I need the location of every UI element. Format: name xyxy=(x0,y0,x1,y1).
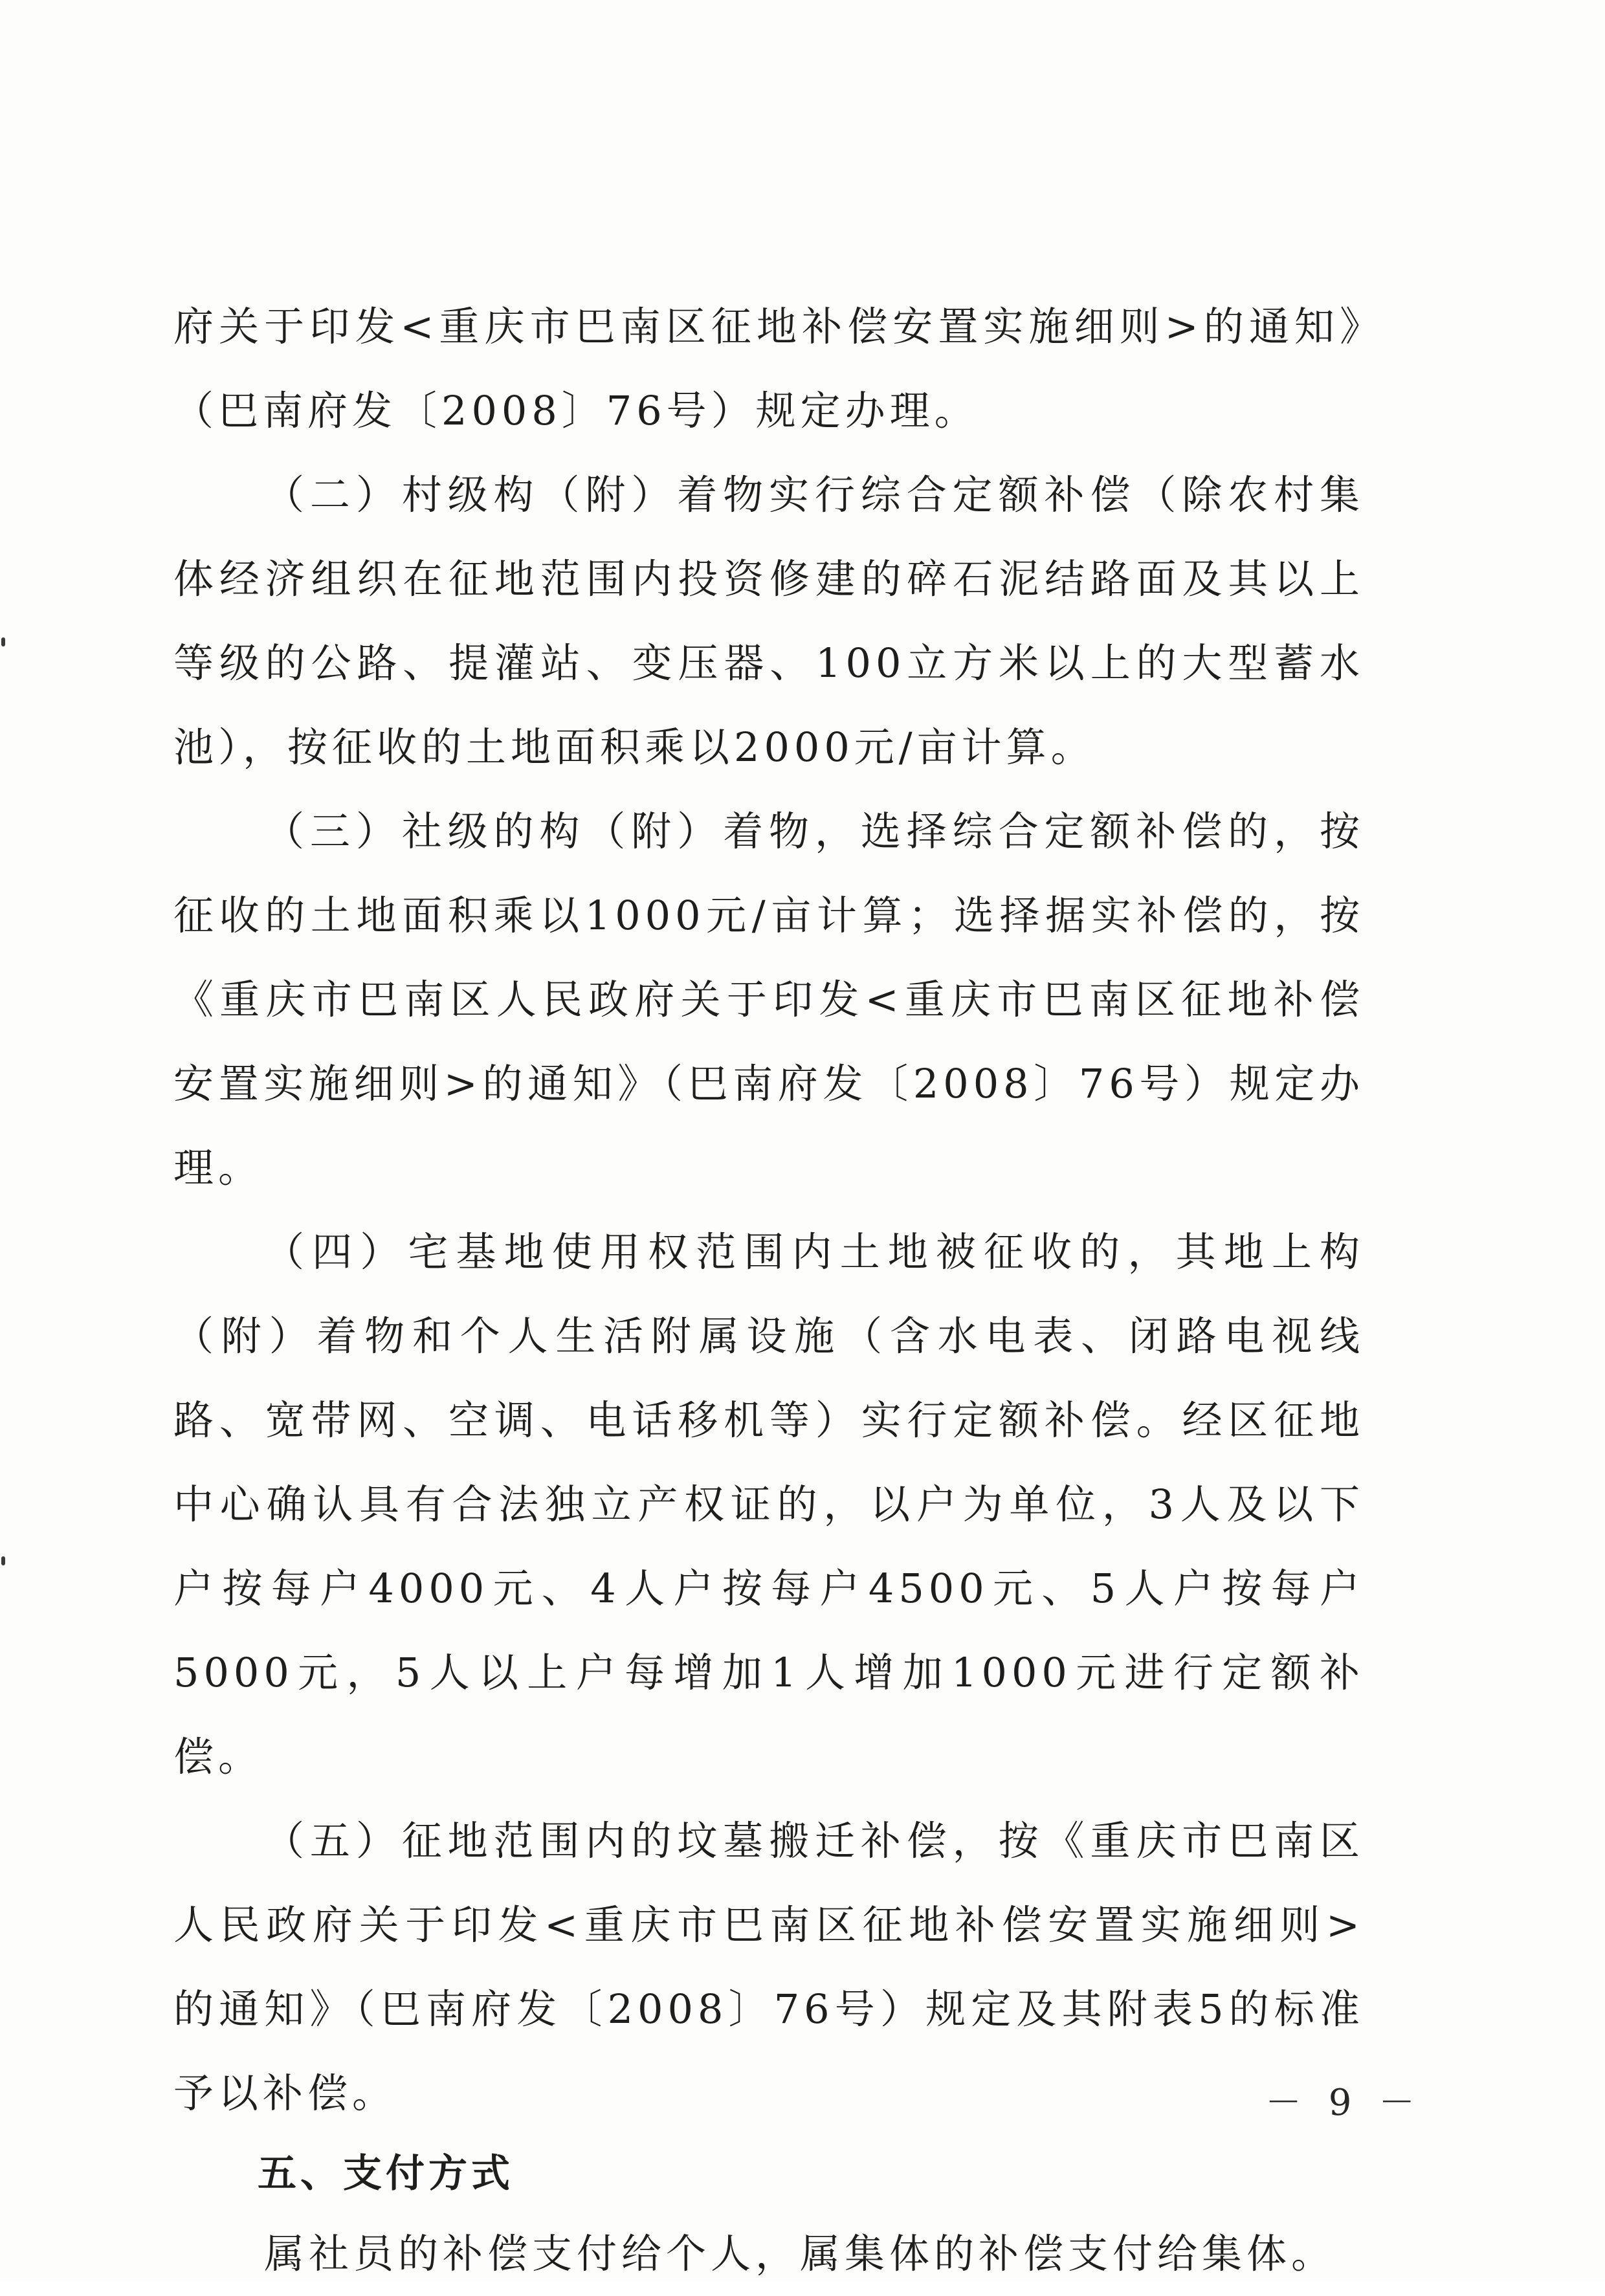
paragraph-payment: 属社员的补偿支付给个人，属集体的补偿支付给集体。 xyxy=(264,2230,1336,2277)
paragraph-item-3: （三）社级的构（附）着物，选择综合定额补偿的，按征收的土地面积乘以1000元/亩计算；选择据实补偿的，按《重庆市巴南区人民政府关于印发<重庆市巴南区征地补偿安置实施细则>的通知》（巴南府发〔2008〕76号）规定办理。 xyxy=(173,808,1364,1191)
paragraph-item-4: （四）宅基地使用权范围内土地被征收的，其地上构（附）着物和个人生活附属设施（含水电表、闭路电视线路、宽带网、空调、电话移机等）实行定额补偿。经区征地中心确认具有合法独立产权证的，以户为单位，3人及以下户按每户4000元、4人户按每户4500元、5人户按每户5000元，5人以上户每增加1人增加1000元进行定额补偿。 xyxy=(173,1228,1364,1780)
scan-edge-mark xyxy=(1,1556,5,1565)
section-heading-payment: 五、支付方式 xyxy=(258,2151,514,2196)
page-number: － 9 － xyxy=(1265,2082,1423,2124)
scan-edge-mark xyxy=(1,637,5,646)
paragraph-item-5: （五）征地范围内的坟墓搬迁补偿，按《重庆市巴南区人民政府关于印发<重庆市巴南区征地补偿安置实施细则>的通知》（巴南府发〔2008〕76号）规定及其附表5的标准予以补偿。 xyxy=(173,1817,1364,2117)
paragraph-item-2: （二）村级构（附）着物实行综合定额补偿（除农村集体经济组织在征地范围内投资修建的碎石泥结路面及其以上等级的公路、提灌站、变压器、100立方米以上的大型蓄水池），按征收的土地面积乘以2000元/亩计算。 xyxy=(173,471,1364,771)
document-body xyxy=(173,285,1364,2296)
paragraph-continuation: 府关于印发<重庆市巴南区征地补偿安置实施细则>的通知》（巴南府发〔2008〕76号）规定办理。 xyxy=(173,303,1364,434)
